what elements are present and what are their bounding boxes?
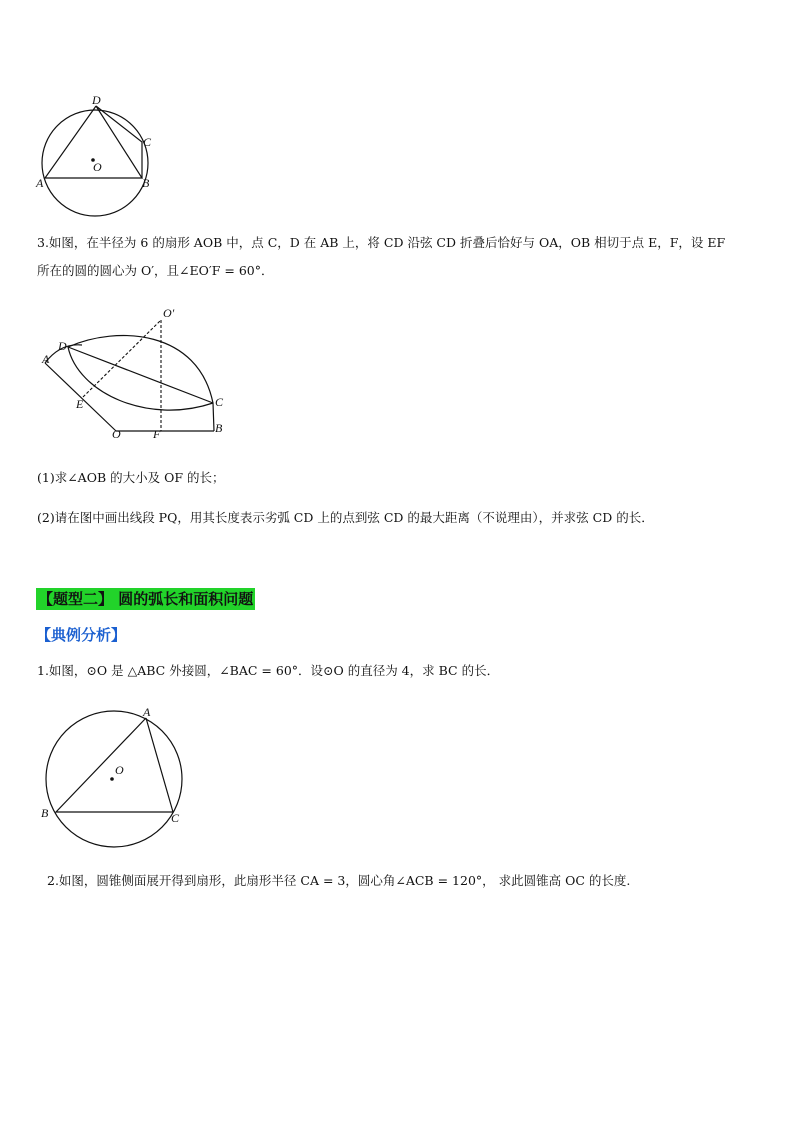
label-a3: A: [143, 705, 151, 719]
section-subtitle: 【典例分析】: [36, 626, 127, 644]
label-a: A: [36, 176, 44, 190]
problem-2-text: 2.如图，圆锥侧面展开得到扇形，此扇形半径 CA = 3，圆心角∠ACB = 120°， 求此圆锥高 OC 的长度.: [47, 873, 631, 888]
label-b: B: [142, 176, 150, 190]
figure-circle-abcd: [32, 92, 162, 222]
q3-part2: (2)请在图中画出线段 PQ，用其长度表示劣弧 CD 上的点到弦 CD 的最大距离（不说理由），并求弦 CD 的长．: [37, 510, 654, 525]
label-o3: O: [115, 763, 124, 777]
figure-circle-abc: [36, 700, 196, 850]
label-b2: B: [215, 421, 223, 435]
problem-1-text: 1.如图，⊙O 是 △ABC 外接圆，∠BAC = 60°．设⊙O 的直径为 4，求 BC 的长．: [37, 663, 500, 678]
label-b3: B: [41, 806, 49, 820]
label-c3: C: [171, 811, 180, 825]
label-d: D: [92, 93, 101, 107]
label-a2: A: [42, 352, 50, 366]
label-f: F: [153, 427, 161, 441]
label-o2: O: [112, 427, 121, 441]
label-e: E: [76, 397, 84, 411]
section-title: 【题型二】 圆的弧长和面积问题: [38, 590, 254, 608]
q3-line2: 所在的圆的圆心为 O′，且∠EO′F = 60°．: [37, 263, 274, 278]
label-c: C: [143, 135, 152, 149]
q3-line1: 3.如图，在半径为 6 的扇形 AOB 中，点 C，D 在 AB 上，将 CD 沿弦 CD 折叠后恰好与 OA，OB 相切于点 E，F，设 EF: [37, 235, 726, 250]
figure-folded-sector: [38, 305, 238, 445]
label-d2: D: [58, 339, 67, 353]
q3-part1: (1)求∠AOB 的大小及 OF 的长；: [37, 470, 225, 485]
label-op: O′: [163, 306, 175, 320]
label-o: O: [93, 160, 102, 174]
label-c2: C: [215, 395, 224, 409]
